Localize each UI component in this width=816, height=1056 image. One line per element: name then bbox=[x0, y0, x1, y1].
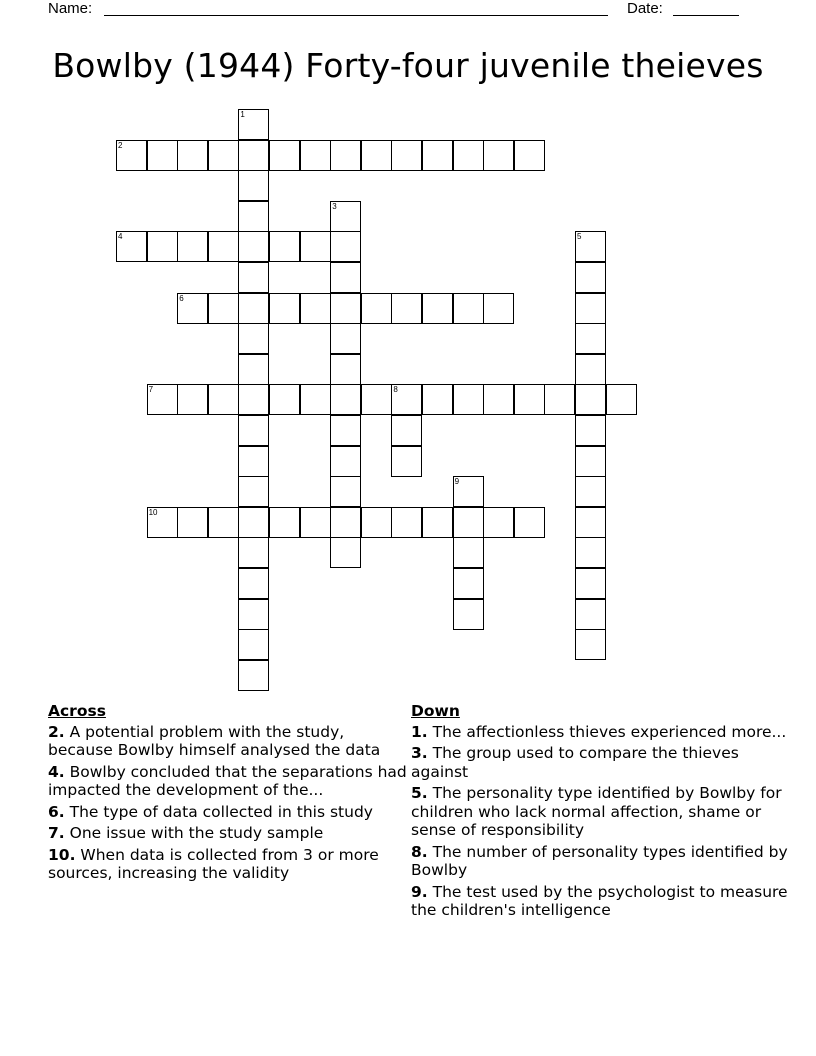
crossword-cell[interactable] bbox=[514, 507, 545, 538]
clue-down-8 bbox=[411, 843, 791, 880]
crossword-cell[interactable] bbox=[483, 293, 514, 324]
crossword-cell[interactable] bbox=[575, 507, 606, 538]
crossword-cell[interactable] bbox=[208, 384, 239, 415]
crossword-cell[interactable] bbox=[422, 140, 453, 171]
crossword-cell[interactable] bbox=[208, 507, 239, 538]
crossword-cell[interactable] bbox=[330, 476, 361, 507]
crossword-cell[interactable] bbox=[330, 262, 361, 293]
crossword-cell[interactable] bbox=[238, 384, 269, 415]
crossword-cell[interactable] bbox=[177, 231, 208, 262]
crossword-cell[interactable] bbox=[391, 140, 422, 171]
page-title: Bowlby (1944) Forty-four juvenile theieves bbox=[52, 46, 764, 85]
crossword-cell[interactable] bbox=[422, 384, 453, 415]
crossword-cell[interactable] bbox=[422, 293, 453, 324]
crossword-grid bbox=[116, 109, 640, 694]
crossword-cell[interactable] bbox=[330, 201, 361, 232]
crossword-cell[interactable] bbox=[300, 507, 331, 538]
clue-across-7 bbox=[48, 824, 408, 843]
clue-down-3 bbox=[411, 744, 791, 781]
crossword-cell[interactable] bbox=[300, 231, 331, 262]
crossword-cell[interactable] bbox=[330, 446, 361, 477]
crossword-cell[interactable] bbox=[453, 384, 484, 415]
crossword-cell[interactable] bbox=[147, 384, 178, 415]
clue-text: The personality type identified by Bowlby for children who lack normal affection, shame or sense of responsibility bbox=[411, 784, 782, 839]
crossword-cell[interactable] bbox=[575, 446, 606, 477]
clue-number: 6. bbox=[48, 802, 65, 821]
crossword-cell[interactable] bbox=[453, 568, 484, 599]
crossword-cell[interactable] bbox=[575, 415, 606, 446]
crossword-cell[interactable] bbox=[453, 507, 484, 538]
clue-text: The number of personality types identified by Bowlby bbox=[411, 842, 788, 879]
crossword-cell[interactable] bbox=[147, 507, 178, 538]
clue-down-5 bbox=[411, 784, 791, 840]
crossword-cell[interactable] bbox=[269, 384, 300, 415]
crossword-cell[interactable] bbox=[575, 599, 606, 630]
across-heading: Across bbox=[48, 702, 106, 720]
crossword-cell[interactable] bbox=[330, 323, 361, 354]
clue-text: When data is collected from 3 or more sources, increasing the validity bbox=[48, 845, 379, 882]
name-field[interactable] bbox=[104, 15, 608, 16]
down-heading: Down bbox=[411, 702, 460, 720]
crossword-cell[interactable] bbox=[238, 201, 269, 232]
crossword-cell[interactable] bbox=[361, 293, 392, 324]
down-clues bbox=[411, 702, 791, 923]
crossword-cell[interactable] bbox=[575, 231, 606, 262]
crossword-cell[interactable] bbox=[238, 446, 269, 477]
crossword-cell[interactable] bbox=[483, 507, 514, 538]
clue-number: 4. bbox=[48, 762, 65, 781]
crossword-cell[interactable] bbox=[208, 293, 239, 324]
crossword-cell[interactable] bbox=[238, 507, 269, 538]
crossword-cell[interactable] bbox=[361, 384, 392, 415]
clue-text: One issue with the study sample bbox=[69, 824, 324, 842]
crossword-cell[interactable] bbox=[453, 293, 484, 324]
clue-text: The affectionless thieves experienced more... bbox=[432, 722, 787, 741]
cell-number: 7 bbox=[148, 385, 154, 395]
crossword-cell[interactable] bbox=[514, 140, 545, 171]
crossword-cell[interactable] bbox=[238, 170, 269, 201]
crossword-cell[interactable] bbox=[575, 568, 606, 599]
crossword-cell[interactable] bbox=[238, 415, 269, 446]
clue-text: The group used to compare the thieves against bbox=[411, 744, 739, 781]
crossword-cell[interactable] bbox=[453, 140, 484, 171]
crossword-cell[interactable] bbox=[238, 262, 269, 293]
crossword-cell[interactable] bbox=[575, 323, 606, 354]
crossword-cell[interactable] bbox=[116, 140, 147, 171]
crossword-cell[interactable] bbox=[361, 507, 392, 538]
clue-down-9 bbox=[411, 883, 791, 920]
crossword-cell[interactable] bbox=[330, 354, 361, 385]
date-label: Date: bbox=[627, 0, 663, 17]
crossword-cell[interactable] bbox=[238, 140, 269, 171]
worksheet-header bbox=[0, 0, 816, 20]
crossword-cell[interactable] bbox=[238, 476, 269, 507]
clue-across-10 bbox=[48, 846, 408, 883]
clue-number: 5. bbox=[411, 784, 428, 802]
crossword-cell[interactable] bbox=[177, 140, 208, 171]
cell-number: 8 bbox=[393, 385, 398, 395]
crossword-cell[interactable] bbox=[391, 293, 422, 324]
clue-text: The type of data collected in this study bbox=[69, 802, 373, 821]
clue-across-6 bbox=[48, 803, 408, 822]
crossword-cell[interactable] bbox=[606, 384, 637, 415]
crossword-cell[interactable] bbox=[238, 599, 269, 630]
crossword-cell[interactable] bbox=[238, 293, 269, 324]
crossword-cell[interactable] bbox=[177, 507, 208, 538]
crossword-cell[interactable] bbox=[575, 476, 606, 507]
crossword-cell[interactable] bbox=[391, 446, 422, 477]
crossword-cell[interactable] bbox=[330, 293, 361, 324]
crossword-cell[interactable] bbox=[238, 660, 269, 691]
cell-number: 10 bbox=[148, 507, 158, 517]
cell-number: 4 bbox=[118, 232, 123, 242]
clue-across-2 bbox=[48, 723, 408, 760]
crossword-cell[interactable] bbox=[208, 231, 239, 262]
crossword-cell[interactable] bbox=[238, 354, 269, 385]
clue-text: The test used by the psychologist to measure the children's intelligence bbox=[411, 882, 788, 919]
crossword-cell[interactable] bbox=[361, 140, 392, 171]
name-label: Name: bbox=[48, 0, 93, 17]
crossword-cell[interactable] bbox=[238, 323, 269, 354]
crossword-cell[interactable] bbox=[391, 384, 422, 415]
crossword-cell[interactable] bbox=[238, 537, 269, 568]
crossword-cell[interactable] bbox=[300, 293, 331, 324]
clue-number: 3. bbox=[411, 744, 428, 762]
cell-number: 6 bbox=[179, 293, 184, 303]
crossword-cell[interactable] bbox=[514, 384, 545, 415]
clue-number: 8. bbox=[411, 842, 428, 861]
crossword-cell[interactable] bbox=[238, 231, 269, 262]
clue-text: A potential problem with the study, because Bowlby himself analysed the data bbox=[48, 722, 381, 759]
crossword-cell[interactable] bbox=[453, 476, 484, 507]
across-clues bbox=[48, 702, 408, 886]
crossword-cell[interactable] bbox=[300, 140, 331, 171]
crossword-cell[interactable] bbox=[575, 293, 606, 324]
crossword-cell[interactable] bbox=[300, 384, 331, 415]
crossword-cell[interactable] bbox=[422, 507, 453, 538]
crossword-cell[interactable] bbox=[208, 140, 239, 171]
crossword-cell[interactable] bbox=[177, 293, 208, 324]
clue-number: 10. bbox=[48, 845, 76, 864]
crossword-cell[interactable] bbox=[330, 384, 361, 415]
crossword-cell[interactable] bbox=[391, 415, 422, 446]
clue-across-4 bbox=[48, 763, 408, 800]
crossword-cell[interactable] bbox=[269, 231, 300, 262]
crossword-cell[interactable] bbox=[269, 140, 300, 171]
clue-text: Bowlby concluded that the separations had impacted the development of the... bbox=[48, 762, 407, 799]
crossword-cell[interactable] bbox=[116, 231, 147, 262]
crossword-cell[interactable] bbox=[391, 507, 422, 538]
cell-number: 3 bbox=[332, 201, 337, 211]
crossword-cell[interactable] bbox=[147, 140, 178, 171]
crossword-cell[interactable] bbox=[330, 507, 361, 538]
clue-number: 7. bbox=[48, 824, 65, 842]
crossword-cell[interactable] bbox=[330, 537, 361, 568]
clue-number: 2. bbox=[48, 722, 65, 741]
crossword-cell[interactable] bbox=[575, 384, 606, 415]
crossword-cell[interactable] bbox=[330, 231, 361, 262]
crossword-cell[interactable] bbox=[147, 231, 178, 262]
crossword-cell[interactable] bbox=[453, 537, 484, 568]
cell-number: 5 bbox=[577, 232, 582, 242]
crossword-cell[interactable] bbox=[330, 140, 361, 171]
crossword-cell[interactable] bbox=[269, 293, 300, 324]
clue-number: 9. bbox=[411, 882, 428, 901]
crossword-cell[interactable] bbox=[453, 599, 484, 630]
crossword-cell[interactable] bbox=[177, 384, 208, 415]
clue-down-1 bbox=[411, 723, 791, 742]
crossword-cell[interactable] bbox=[269, 507, 300, 538]
crossword-cell[interactable] bbox=[575, 354, 606, 385]
crossword-cell[interactable] bbox=[575, 537, 606, 568]
crossword-cell[interactable] bbox=[575, 262, 606, 293]
crossword-cell[interactable] bbox=[238, 109, 269, 140]
date-field[interactable] bbox=[673, 15, 739, 16]
crossword-cell[interactable] bbox=[238, 629, 269, 660]
clue-number: 1. bbox=[411, 722, 428, 741]
crossword-cell[interactable] bbox=[238, 568, 269, 599]
cell-number: 9 bbox=[454, 477, 460, 487]
cell-number: 2 bbox=[118, 140, 123, 150]
crossword-cell[interactable] bbox=[575, 629, 606, 660]
crossword-cell[interactable] bbox=[483, 140, 514, 171]
crossword-cell[interactable] bbox=[483, 384, 514, 415]
cell-number: 1 bbox=[240, 110, 245, 119]
crossword-cell[interactable] bbox=[330, 415, 361, 446]
crossword-cell[interactable] bbox=[544, 384, 575, 415]
